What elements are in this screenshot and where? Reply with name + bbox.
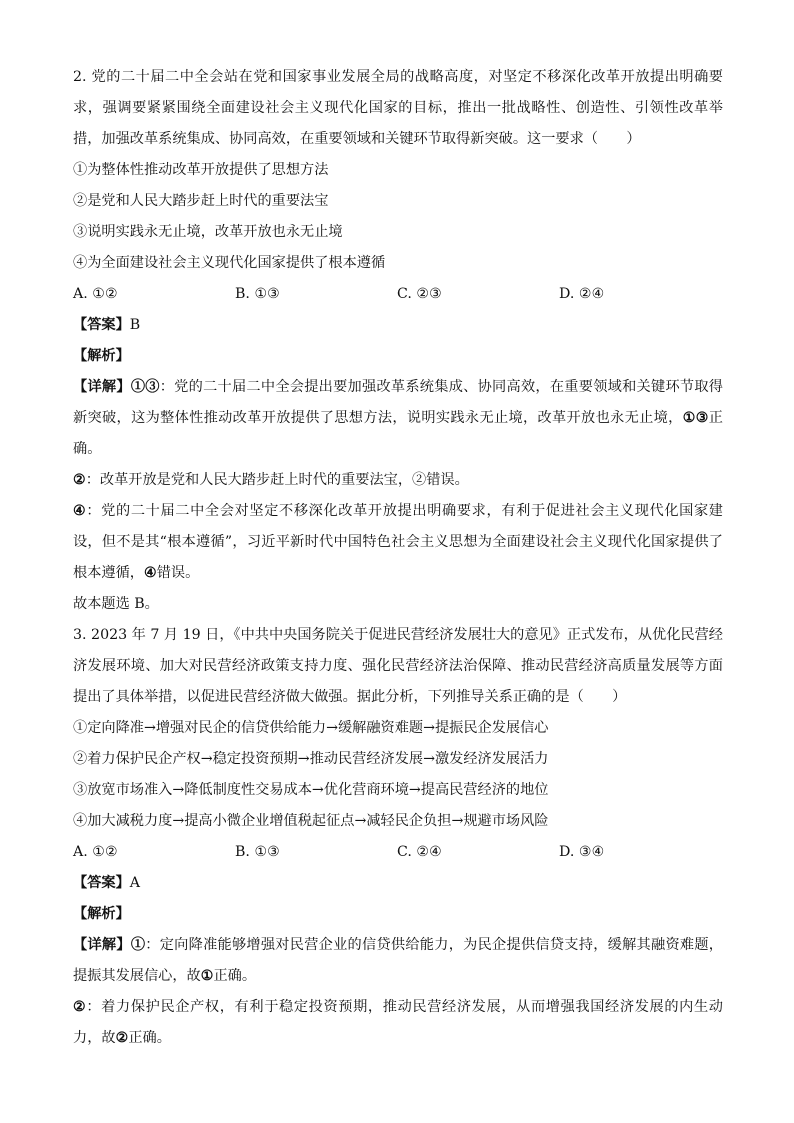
q3-detail-2 — [73, 992, 723, 1054]
detail-marker: ④ — [73, 503, 87, 519]
q3-analysis-label — [73, 899, 723, 930]
detail-end-marker: ② — [115, 1030, 129, 1046]
answer-value: B — [129, 317, 141, 333]
q3-option-d: D. ③④ — [559, 844, 605, 860]
q2-detail-3 — [73, 496, 723, 589]
q3-option-a: A. ①② — [73, 844, 118, 860]
q2-option-b: B. ①③ — [235, 286, 280, 302]
q3-option-c: C. ②④ — [397, 844, 442, 860]
detail-end: 正确。 — [128, 1030, 171, 1046]
detail-marker: ①③ — [130, 379, 160, 395]
q2-item-1: ①为整体性推动改革开放提供了思想方法 — [73, 162, 329, 178]
q2-detail-1 — [73, 372, 723, 465]
detail-text: ：定向降准能够增强对民营企业的信贷供给能力，为民企提供信贷支持，缓解其融资难题，提振其发展信心，故 — [73, 937, 723, 984]
detail-end: 正确。 — [213, 968, 257, 984]
q2-analysis-label — [73, 341, 723, 372]
q3-item-1: ①定向降准→增强对民企的信贷供给能力→缓解融资难题→提振民企发展信心 — [73, 720, 549, 736]
detail-end-marker: ① — [200, 968, 214, 984]
detail-marker: ② — [73, 472, 86, 488]
detail-marker: ② — [73, 999, 87, 1015]
q2-options — [73, 279, 723, 310]
q3-answer — [73, 868, 723, 899]
q3-detail-1 — [73, 930, 723, 992]
answer-label: 【答案】 — [73, 317, 130, 333]
detail-end: 正确。 — [73, 410, 723, 457]
q2-option-a: A. ①② — [73, 286, 118, 302]
analysis-label: 【解析】 — [73, 348, 130, 364]
q2-option-c: C. ②③ — [397, 286, 442, 302]
analysis-label: 【解析】 — [73, 906, 130, 922]
question-2-stem: 2. 党的二十届二中全会站在党和国家事业发展全局的战略高度，对坚定不移深化改革开放提出明确要求，强调要紧紧围绕全面建设社会主义现代化国家的目标，推出一批战略性、创造性、引领性改革举措，加强改革系统集成、协同高效，在重要领域和关键环节取得新突破。这一要求（ ） — [73, 69, 723, 147]
q3-options — [73, 837, 723, 868]
q3-item-2: ②着力保护民企产权→稳定投资预期→推动民营经济发展→激发经济发展活力 — [73, 751, 549, 767]
detail-end-marker: ①③ — [682, 410, 709, 426]
question-3-stem: 3. 2023 年 7 月 19 日，《中共中央国务院关于促进民营经济发展壮大的意见》正式发布，从优化民营经济发展环境、加大对民营经济政策支持力度、强化民营经济法治保障、推动民营经济高质量发展等方面提出了具体举措，以促进民营经济做大做强。据此分析，下列推导关系正确的是（ ） — [73, 627, 723, 705]
q2-option-d: D. ②④ — [559, 286, 605, 302]
q3-item-3: ③放宽市场准入→降低制度性交易成本→优化营商环境→提高民营经济的地位 — [73, 782, 549, 798]
detail-text: ：着力保护民企产权，有利于稳定投资预期，推动民营经济发展，从而增强我国经济发展的内生动力，故 — [73, 999, 723, 1046]
detail-marker: ① — [130, 937, 146, 953]
detail-label: 【详解】 — [73, 379, 131, 395]
detail-end: 错误。 — [156, 565, 200, 581]
q2-conclusion: 故本题选 B。 — [73, 596, 159, 612]
detail-text: ：改革开放是党和人民大踏步赶上时代的重要法宝，②错误。 — [85, 472, 469, 488]
detail-end-marker: ④ — [143, 565, 157, 581]
detail-label: 【详解】 — [73, 937, 131, 953]
q2-item-4: ④为全面建设社会主义现代化国家提供了根本遵循 — [73, 255, 386, 271]
detail-text: ：党的二十届二中全会提出要加强改革系统集成、协同高效，在重要领域和关键环节取得新突破，这为整体性推动改革开放提供了思想方法，说明实践永无止境，改革开放也永无止境， — [73, 379, 723, 426]
q2-item-3: ③说明实践永无止境，改革开放也永无止境 — [73, 224, 343, 240]
detail-text: ：党的二十届二中全会对坚定不移深化改革开放提出明确要求，有利于促进社会主义现代化国家建设，但不是其“根本遵循”，习近平新时代中国特色社会主义思想为全面建设社会主义现代化国家提供了根本遵循， — [73, 503, 723, 581]
document-page — [73, 62, 723, 1054]
answer-value: A — [129, 875, 141, 891]
q3-option-b: B. ①③ — [235, 844, 280, 860]
q2-answer — [73, 310, 723, 341]
q2-item-2: ②是党和人民大踏步赶上时代的重要法宝 — [73, 193, 329, 209]
answer-label: 【答案】 — [73, 875, 130, 891]
q2-detail-2 — [73, 465, 723, 496]
q3-item-4: ④加大减税力度→提高小微企业增值税起征点→减轻民企负担→规避市场风险 — [73, 813, 549, 829]
